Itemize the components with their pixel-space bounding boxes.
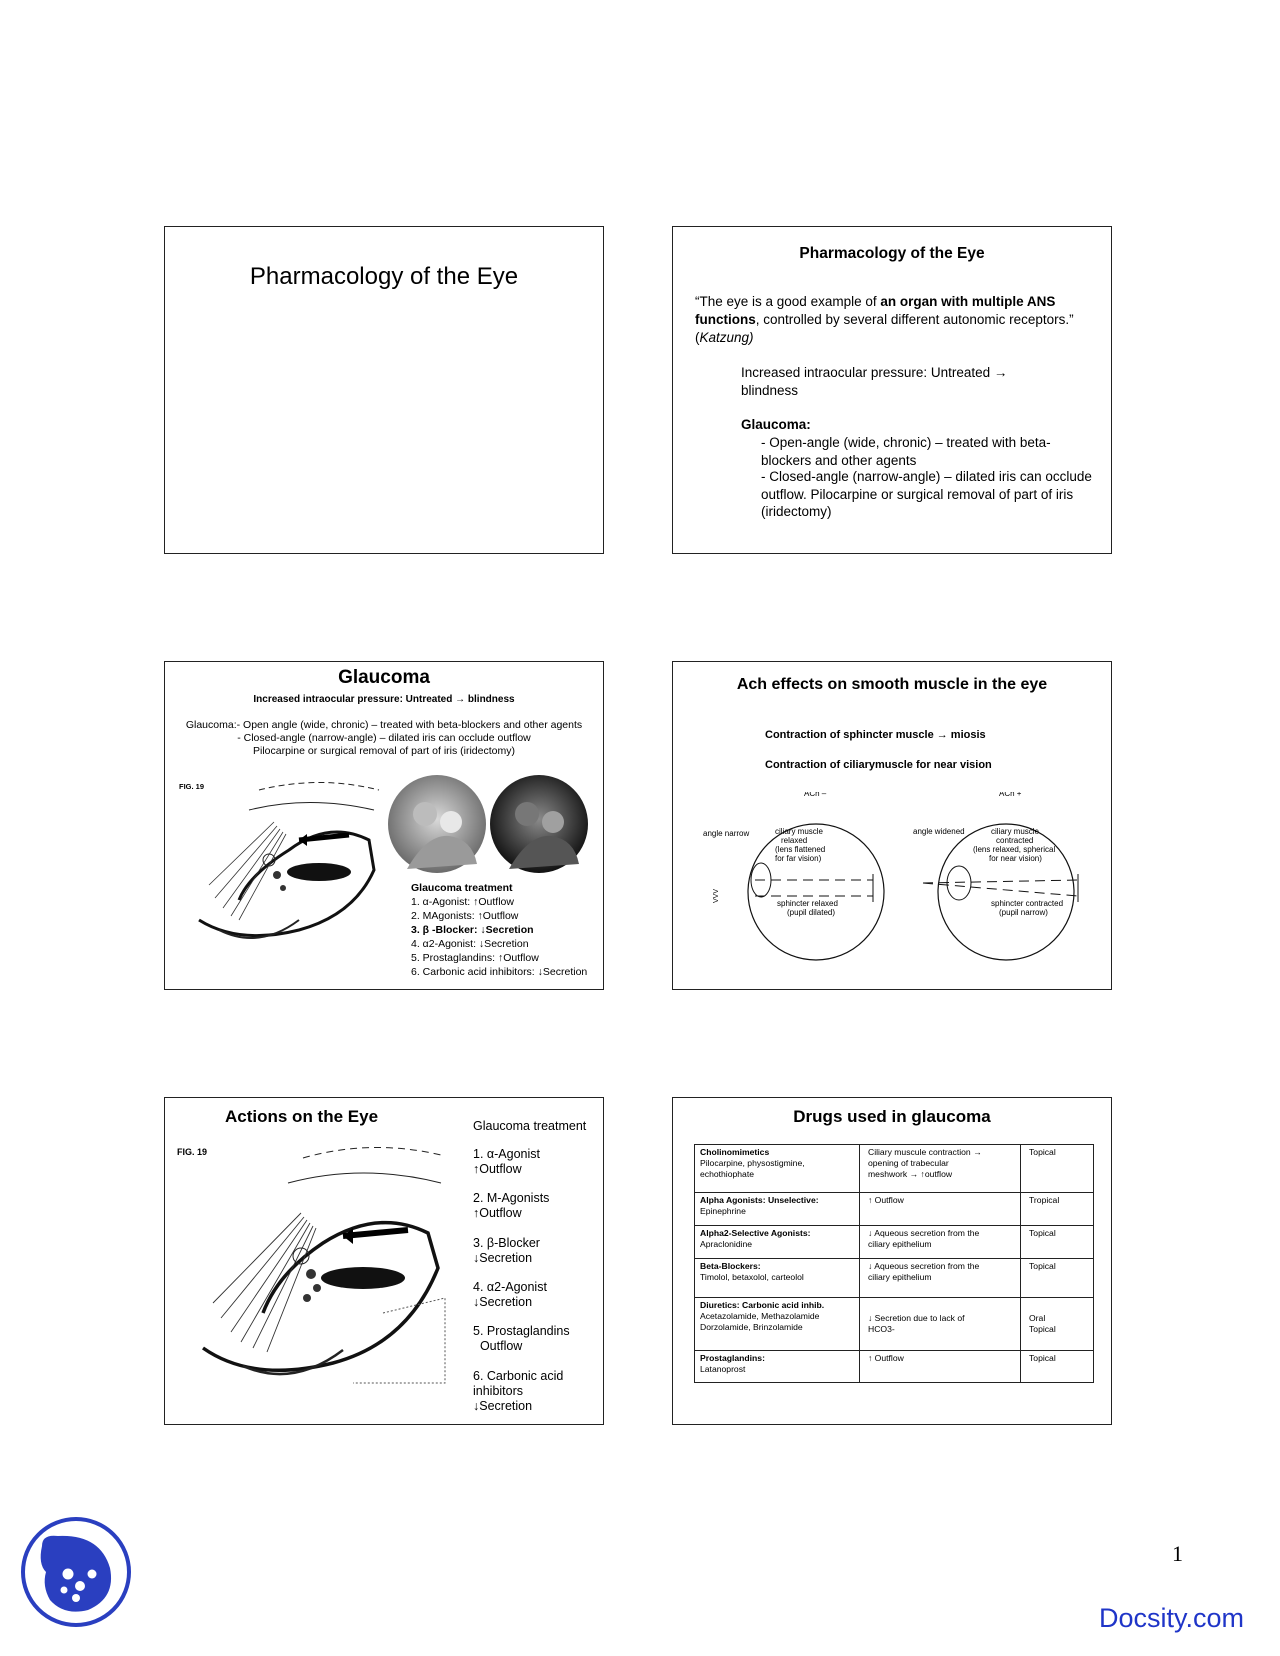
- route-line: Topical: [1029, 1228, 1056, 1238]
- route-cell: [1021, 1259, 1094, 1298]
- effect-line: Contraction of ciliarymuscle for near vision: [765, 759, 992, 771]
- glaucoma-label: Glaucoma:: [741, 417, 811, 432]
- item-line: 6. Carbonic acid: [473, 1369, 564, 1383]
- drug-class: Diuretics: Carbonic acid inhib.: [700, 1300, 825, 1310]
- item-line: 4. α2-Agonist: [473, 1280, 547, 1294]
- blurred-vision-photo: [489, 774, 589, 874]
- ciliary-label: (lens flattened: [775, 845, 826, 854]
- slide-title: Actions on the Eye: [225, 1107, 379, 1126]
- route-cell: [1021, 1298, 1094, 1351]
- drug-class-cell: [695, 1226, 860, 1259]
- ciliary-label: contracted: [996, 836, 1034, 845]
- table-row: [695, 1226, 1094, 1259]
- slide-1: [164, 226, 604, 554]
- item-line: ↓Secretion: [473, 1295, 533, 1309]
- ciliary-label: ciliary muscle: [991, 827, 1040, 836]
- figure-label: FIG. 19: [177, 1147, 208, 1157]
- glaucoma-item: - Open-angle (wide, chronic) – treated with beta-blockers and other agents: [761, 435, 1051, 468]
- effect-line: ↑ Outflow: [868, 1195, 904, 1205]
- sphincter-label: sphincter contracted: [991, 899, 1064, 908]
- ciliary-label: ciliary muscle: [775, 827, 824, 836]
- route-cell: [1021, 1193, 1094, 1226]
- ciliary-label: relaxed: [781, 836, 808, 845]
- item-line: 3. β-Blocker: [473, 1236, 540, 1250]
- quote-citation: Katzung): [699, 330, 754, 345]
- eye-anatomy-figure: [179, 780, 389, 950]
- item-line: ↓Secretion: [473, 1251, 533, 1265]
- slide-3: [164, 661, 604, 990]
- treatment-item: 1. α-Agonist: ↑Outflow: [411, 896, 514, 908]
- ciliary-label: for near vision): [989, 854, 1042, 863]
- treatment-item: 3. β -Blocker: ↓Secretion: [411, 924, 534, 936]
- sphincter-label: (pupil dilated): [787, 908, 836, 917]
- effect-line: ciliary epithelium: [868, 1239, 932, 1249]
- item-line: 1. α-Agonist: [473, 1147, 540, 1161]
- ciliary-label: for far vision): [775, 854, 822, 863]
- effect-cell: [860, 1145, 1021, 1193]
- treatment-title: Glaucoma treatment: [411, 882, 513, 894]
- diagram-header: ACh +: [999, 792, 1022, 798]
- effect-line: ↓ Aqueous secretion from the: [868, 1228, 980, 1238]
- glaucoma-item: - Closed-angle (narrow-angle) – dilated iris can occlude outflow. Pilocarpine or surgical removal of part of iris (iridectomy): [761, 469, 1092, 519]
- description-line: Pilocarpine or surgical removal of part of iris (iridectomy): [252, 745, 515, 757]
- table-row: [695, 1259, 1094, 1298]
- angle-label: angle widened: [913, 827, 965, 836]
- quote-text: “The eye is a good example of: [695, 294, 881, 309]
- effect-cell: [860, 1193, 1021, 1226]
- effect-line: ciliary epithelium: [868, 1272, 932, 1282]
- drug-class-cell: [695, 1351, 860, 1383]
- drug-name: Timolol, betaxolol, carteolol: [700, 1272, 804, 1282]
- effect-line: meshwork → ↑outflow: [868, 1169, 953, 1179]
- route-cell: [1021, 1351, 1094, 1383]
- diagram-header: ACh –: [804, 792, 827, 798]
- treatment-item: 6. Carbonic acid inhibitors: ↓Secretion: [411, 966, 588, 978]
- effect-line: opening of trabecular: [868, 1158, 949, 1168]
- route-line: Tropical: [1029, 1195, 1060, 1205]
- sphincter-label: sphincter relaxed: [777, 899, 838, 908]
- treatment-item: [473, 1324, 570, 1354]
- page-number: 1: [1172, 1541, 1183, 1566]
- treatment-item: [473, 1147, 540, 1177]
- slide-title: Pharmacology of the Eye: [799, 245, 985, 262]
- drug-name: Acetazolamide, Methazolamide: [700, 1311, 820, 1321]
- item-line: ↑Outflow: [473, 1206, 522, 1220]
- drug-class-cell: [695, 1298, 860, 1351]
- mother-child-photo: [387, 774, 487, 874]
- treatment-item: [473, 1369, 563, 1414]
- lens: [947, 866, 971, 900]
- effect-line: HCO3-: [868, 1323, 895, 1334]
- docsity-logo-icon[interactable]: [20, 1516, 132, 1628]
- item-line: 5. Prostaglandins: [473, 1324, 570, 1338]
- slide-title: Ach effects on smooth muscle in the eye: [736, 676, 1048, 693]
- slide-subtitle: Increased intraocular pressure: Untreated → blindness: [253, 694, 515, 705]
- item-line: Outflow: [473, 1339, 523, 1353]
- effect-cell: [860, 1298, 1021, 1351]
- glaucoma-description: [169, 719, 599, 758]
- effect-cell: [860, 1351, 1021, 1383]
- treatment-title: Glaucoma treatment: [473, 1119, 587, 1133]
- route-line: Oral: [1029, 1312, 1046, 1323]
- effect-cell: [860, 1226, 1021, 1259]
- route-cell: [1021, 1226, 1094, 1259]
- item-line: ↑Outflow: [473, 1162, 522, 1176]
- treatment-item: 5. Prostaglandins: ↑Outflow: [411, 952, 539, 964]
- drug-class: Beta-Blockers:: [700, 1261, 761, 1271]
- route-line: Topical: [1029, 1353, 1056, 1363]
- effect-line: Contraction of sphincter muscle → miosis: [765, 729, 986, 741]
- glaucoma-treatment-list: [411, 881, 587, 979]
- svg-text:VVV: VVV: [713, 888, 720, 903]
- treatment-item: 4. α2-Agonist: ↓Secretion: [411, 938, 529, 950]
- figure-label: FIG. 19: [179, 782, 205, 791]
- effect-line: ↓ Secretion due to lack of: [868, 1312, 965, 1323]
- drug-class-cell: [695, 1259, 860, 1298]
- effect-line: Ciliary muscule contraction →: [868, 1147, 982, 1157]
- slide-title: Pharmacology of the Eye: [249, 263, 519, 290]
- treatment-item: [473, 1236, 540, 1266]
- katzung-quote: [695, 293, 1089, 347]
- description-line: Glaucoma:- Open angle (wide, chronic) – treated with beta-blockers and other agents: [185, 719, 583, 731]
- item-line: inhibitors: [473, 1384, 524, 1398]
- effect-cell: [860, 1259, 1021, 1298]
- route-line: Topical: [1029, 1261, 1056, 1271]
- slide-title: Drugs used in glaucoma: [793, 1107, 991, 1126]
- table-row: [695, 1298, 1094, 1351]
- description-line: - Closed-angle (narrow-angle) – dilated iris can occlude outflow: [237, 732, 531, 744]
- route-cell: [1021, 1145, 1094, 1193]
- drug-name: Pilocarpine, physostigmine,: [700, 1158, 805, 1168]
- eye-anatomy-figure: [183, 1138, 453, 1388]
- route-line: Topical: [1029, 1147, 1056, 1157]
- slide-4: [672, 661, 1112, 990]
- route-line: Topical: [1029, 1323, 1056, 1334]
- drug-class: Alpha Agonists: Unselective:: [700, 1195, 819, 1205]
- drug-class: Alpha2-Selective Agonists:: [700, 1228, 811, 1238]
- drug-name: Dorzolamide, Brinzolamide: [700, 1322, 803, 1332]
- table-row: [695, 1351, 1094, 1383]
- treatment-item: [473, 1191, 549, 1221]
- drug-name: Epinephrine: [700, 1206, 746, 1216]
- quote-emphasis: an organ with multiple ANS functions: [695, 294, 1056, 327]
- effect-line: ↑ Outflow: [868, 1353, 904, 1363]
- slide-2: [672, 226, 1112, 554]
- sphincter-label: (pupil narrow): [999, 908, 1048, 917]
- iop-statement: Increased intraocular pressure: Untreated → blindness: [741, 365, 1008, 398]
- drug-name: Apraclonidine: [700, 1239, 753, 1249]
- effect-line: ↓ Aqueous secretion from the: [868, 1261, 980, 1271]
- item-line: 2. M-Agonists: [473, 1191, 550, 1205]
- angle-label: angle narrow: [703, 829, 750, 838]
- drug-class-cell: [695, 1193, 860, 1226]
- drug-class: Cholinomimetics: [700, 1147, 770, 1157]
- drug-name: Latanoprost: [700, 1364, 746, 1374]
- drug-class: Prostaglandins:: [700, 1353, 765, 1363]
- table-row: [695, 1145, 1094, 1193]
- quote-text: , controlled by several different autonomic receptors.” (: [695, 312, 1074, 345]
- drug-class-cell: [695, 1145, 860, 1193]
- glaucoma-drugs-table: [694, 1144, 1094, 1383]
- treatment-item: 2. MAgonists: ↑Outflow: [411, 910, 519, 922]
- ciliary-label: (lens relaxed, spherical: [973, 845, 1056, 854]
- slide-title: Glaucoma: [338, 667, 430, 688]
- item-line: ↓Secretion: [473, 1399, 533, 1413]
- table-row: [695, 1193, 1094, 1226]
- slide-5: [164, 1097, 604, 1425]
- drug-name: echothiophate: [700, 1169, 754, 1179]
- slide-6: [672, 1097, 1112, 1425]
- ach-eye-diagram: [673, 792, 1111, 988]
- docsity-link[interactable]: Docsity.com: [1099, 1603, 1245, 1633]
- treatment-item: [473, 1280, 547, 1310]
